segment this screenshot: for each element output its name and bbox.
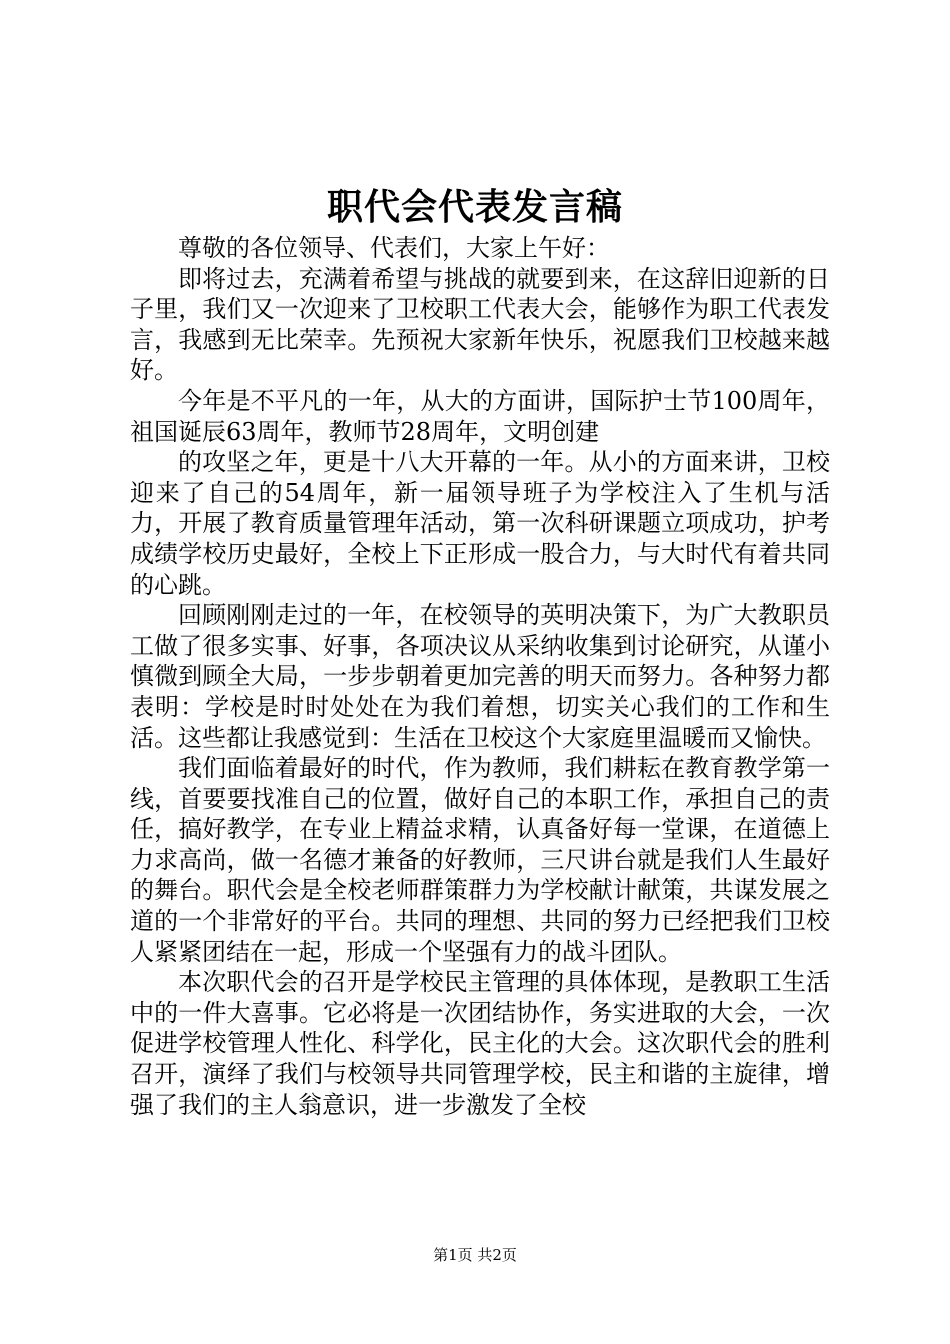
document-title: 职代会代表发言稿 <box>326 186 623 228</box>
paragraph: 的攻坚之年，更是十八大开幕的一年。从小的方面来讲，卫校迎来了自己的54周年，新一届领导班子为学校注入了生机与活力，开展了教育质量管理年活动，第一次科研课题立项成功，护考成绩学校历史最好，全校上下正形成一股合力，与大时代有着共同的心跳。 <box>130 448 830 599</box>
paragraph: 回顾刚刚走过的一年，在校领导的英明决策下，为广大教职员工做了很多实事、好事，各项决议从采纳收集到讨论研究，从谨小慎微到顾全大局，一步步朝着更加完善的明天而努力。各种努力都表明：学校是时时处处在为我们着想，切实关心我们的工作和生活。这些都让我感觉到：生活在卫校这个大家庭里温暖而又愉快。 <box>130 601 830 752</box>
paragraph: 即将过去，充满着希望与挑战的就要到来，在这辞旧迎新的日子里，我们又一次迎来了卫校职工代表大会，能够作为职工代表发言，我感到无比荣幸。先预祝大家新年快乐，祝愿我们卫校越来越好。 <box>130 264 830 385</box>
paragraph: 我们面临着最好的时代，作为教师，我们耕耘在教育教学第一线，首要要找准自己的位置，做好自己的本职工作，承担自己的责任，搞好教学，在专业上精益求精，认真备好每一堂课，在道德上力求高尚，做一名德才兼备的好教师，三尺讲台就是我们人生最好的舞台。职代会是全校老师群策群力为学校献计献策，共谋发展之道的一个非常好的平台。共同的理想、共同的努力已经把我们卫校人紧紧团结在一起，形成一个坚强有力的战斗团队。 <box>130 754 830 966</box>
page-footer: 第1页 共2页 <box>433 1246 517 1264</box>
paragraph: 尊敬的各位领导、代表们，大家上午好： <box>178 234 610 262</box>
paragraph: 今年是不平凡的一年，从大的方面讲，国际护士节100周年，祖国诞辰63周年，教师节28周年，文明创建 <box>130 386 830 446</box>
document-body <box>130 233 830 1120</box>
paragraph: 本次职代会的召开是学校民主管理的具体体现，是教职工生活中的一件大喜事。它必将是一次团结协作，务实进取的大会，一次促进学校管理人性化、科学化，民主化的大会。这次职代会的胜利召开，演绎了我们与校领导共同管理学校，民主和谐的主旋律，增强了我们的主人翁意识，进一步激发了全校 <box>130 968 830 1119</box>
